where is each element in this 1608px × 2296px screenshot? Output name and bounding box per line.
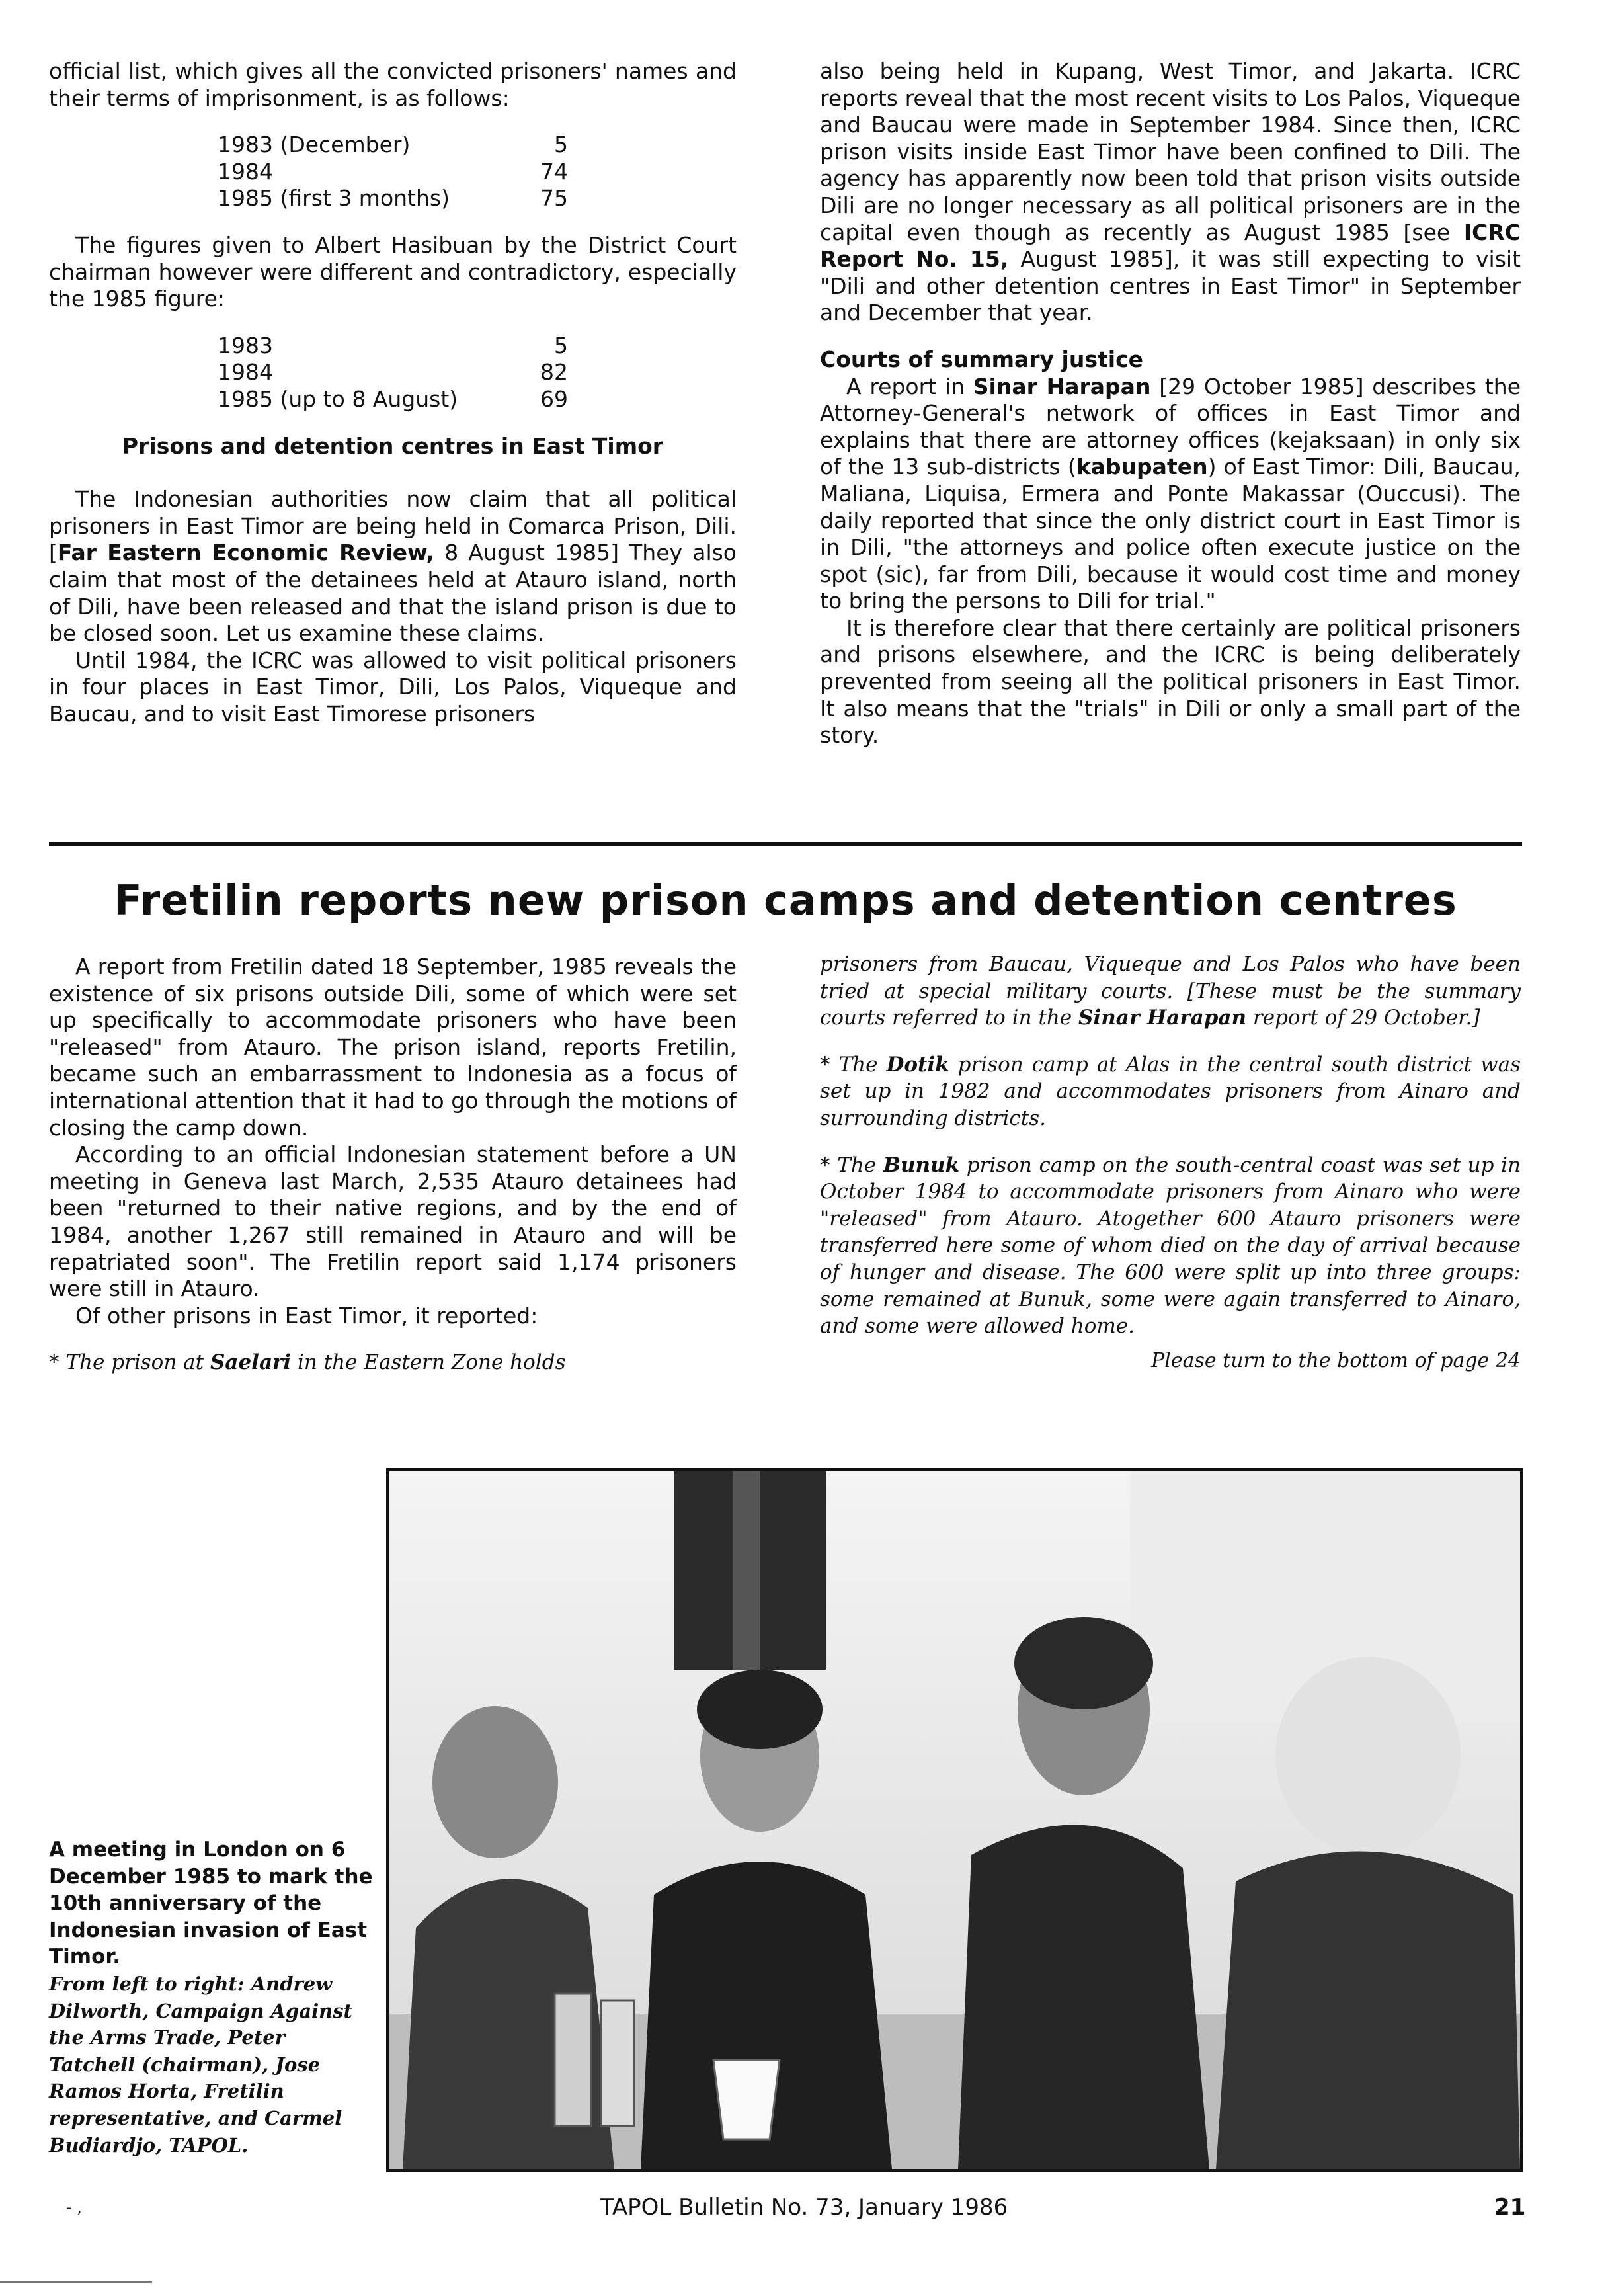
meeting-photo-illustration — [389, 1471, 1520, 2169]
continuation-note: Please turn to the bottom of page 24 — [1151, 1348, 1521, 1372]
bottom-right-column — [820, 951, 1521, 1374]
caption-people: From left to right: Andrew Dilworth, Campaign Against the Arms Trade, Peter Tatchell (chairman), Jose Ramos Horta, Fretilin representative, and Carmel Budiardjo, TAPOL. — [49, 1972, 352, 2156]
top-left-column — [49, 58, 737, 727]
table-row: 1984 82 — [218, 359, 568, 386]
caption-title: A meeting in London on 6 December 1985 to mark the 10th anniversary of the Indonesian invasion of East Timor. — [49, 1838, 373, 1969]
section-divider — [49, 842, 1522, 846]
photo-caption — [49, 1836, 373, 2158]
saelari-bullet: * The prison at Saelari in the Eastern Zone holds — [49, 1350, 566, 1375]
section-subheading: Prisons and detention centres in East Timor — [122, 432, 664, 459]
article-headline: Fretilin reports new prison camps and detention centres — [114, 876, 1457, 924]
top-right-column — [820, 58, 1521, 749]
intro-paragraph: official list, which gives all the convicted prisoners' names and their terms of imprisonment, is as follows: — [49, 58, 737, 111]
table-row: 1985 (up to 8 August) 69 — [218, 386, 568, 412]
footer-mark: - , — [66, 2198, 82, 2217]
official-figures-table — [218, 132, 568, 212]
table-row: 1984 74 — [218, 158, 568, 184]
saelari-bullet-continued: prisoners from Baucau, Viqueque and Los Palos who have been tried at special military courts. [These must be the summary courts referred to in the Sinar Harapan report of 29 October.] — [820, 952, 1521, 1030]
bottom-left-column — [49, 954, 737, 1376]
district-court-paragraph: The figures given to Albert Hasibuan by the District Court chairman however were different and contradictory, especially the 1985 figure: — [49, 231, 737, 312]
dotik-bullet: * The Dotik prison camp at Alas in the central south district was set up in 1982 and accommodates prisoners from Ainaro and surrounding districts. — [820, 1052, 1521, 1130]
claims-paragraph: The Indonesian authorities now claim that all political prisoners in East Timor are being held in Comarca Prison, Dili. [Far Eastern Economic Review, 8 August 1985] They also claim that most of the detainees held at Atauro island, north of Dili, have been released and that the island prison is due to be closed soon. Let us examine these claims. — [49, 486, 737, 647]
bunuk-bullet: * The Bunuk prison camp on the south-central coast was set up in October 1984 to accommodate prisoners from Ainaro who were "released" from Atauro. Atogether 600 Atauro prisoners were transferred here some of whom died on the day of arrival because of hunger and disease. The 600 were split up into three groups: some remained at Bunuk, some were again transferred to Ainaro, and some were allowed home. — [820, 1153, 1521, 1338]
scan-edge-mark — [0, 2281, 152, 2283]
publication-title: TAPOL Bulletin No. 73, January 1986 — [600, 2194, 1008, 2221]
icrc-continued-paragraph: also being held in Kupang, West Timor, and Jakarta. ICRC reports reveal that the most recent visits to Los Palos, Viqueque and Baucau were made in September 1984. Since then, ICRC prison visits inside East Timor have been confined to Dili. The agency has apparently now been told that prison visits outside Dili are no longer necessary as all political prisoners are in the capital even though as recently as August 1985 [see ICRC Report No. 15, August 1985], it was still expecting to visit "Dili and other detention centres in East Timor" in September and December that year. — [820, 58, 1521, 326]
table-row: 1985 (first 3 months) 75 — [218, 185, 568, 212]
other-prisons-paragraph: Of other prisons in East Timor, it reported: — [75, 1302, 538, 1329]
icrc-paragraph: Until 1984, the ICRC was allowed to visit political prisoners in four places in East Timor, Dili, Los Palos, Viqueque and Baucau, and to visit East Timorese prisoners — [49, 647, 737, 727]
fretilin-report-paragraph: A report from Fretilin dated 18 September, 1985 reveals the existence of six prisons outside Dili, some of which were set up specifically to accommodate prisoners who have been "released" from Atauro. The prison island, reports Fretilin, became such an embarrassment to Indonesia as a focus of international attention that it had to go through the motions of closing the camp down. — [49, 954, 737, 1141]
conclusion-paragraph: It is therefore clear that there certainly are political prisoners and prisons elsewhere, and the ICRC is being deliberately prevented from seeing all the political prisoners in East Timor. It also means that the "trials" in Dili or only a small part of the story. — [820, 614, 1521, 749]
sinar-harapan-paragraph: A report in Sinar Harapan [29 October 1985] describes the Attorney-General's network of offices in East Timor and explains that there are attorney offices (kejaksaan) in only six of the 13 sub-districts (kabupaten) of East Timor: Dili, Baucau, Maliana, Liquisa, Ermera and Ponte Makassar (Ouccusi). The daily reported that since the only district court in East Timor is in Dili, "the attorneys and police often execute justice on the spot (sic), far from Dili, because it would cost time and money to bring the persons to Dili for trial." — [820, 373, 1521, 614]
meeting-photo — [386, 1468, 1523, 2172]
page-number: 21 — [1494, 2194, 1526, 2221]
table-row: 1983 5 — [218, 332, 568, 358]
un-statement-paragraph: According to an official Indonesian statement before a UN meeting in Geneva last March, 2,535 Atauro detainees had been "returned to their native regions, and by the end of 1984, another 1,267 still remained in Atauro and will be repatriated soon". The Fretilin report said 1,174 prisoners were still in Atauro. — [49, 1141, 737, 1302]
section-subheading: Courts of summary justice — [820, 346, 1144, 372]
table-row: 1983 (December) 5 — [218, 132, 568, 158]
district-court-table — [218, 333, 568, 413]
